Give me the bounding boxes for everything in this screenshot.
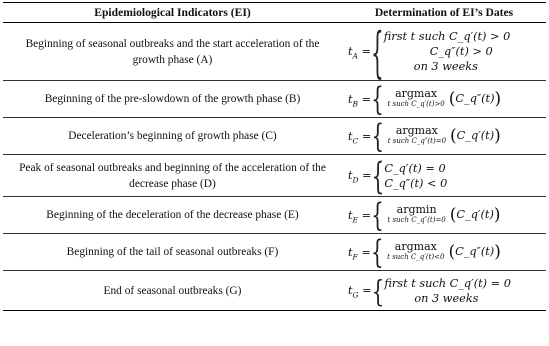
formula-line: first t such C_q′(t) = 0 — [384, 276, 511, 290]
formula-line: C_q″(t) > 0 — [429, 45, 493, 58]
formula-line: C_q′(t) = 0 — [384, 161, 446, 175]
operator-argument: C_q′(t) — [456, 208, 494, 221]
table-row — [3, 271, 546, 311]
indicator-cell: Deceleration’s beginning of growth phase (C) — [68, 130, 277, 142]
indicator-cell: End of seasonal outbreaks (G) — [103, 284, 242, 297]
formula-line: on 3 weeks — [414, 291, 479, 305]
formula-cell — [342, 81, 546, 118]
operator-argument: C_q″(t) — [455, 92, 495, 105]
formula-f: $t_F$ ={ argmax t such C_q′(t)<0 (C_q″(t)) — [348, 232, 501, 272]
formula-e: $t_E$ ={ argmin t such C_q″(t)=0 (C_q′(t)) — [348, 195, 501, 235]
formula-cell — [342, 197, 546, 234]
formula-g: $t_G$ ={ first t such C_q′(t) = 0 on 3 weeks — [348, 272, 511, 309]
formula-c: $t_C$ ={ argmax t such C_q″(t)=0 (C_q′(t)) — [348, 116, 501, 156]
formula-b: $t_B$ ={ argmax t such C_q′(t)>0 (C_q″(t)) — [348, 79, 502, 119]
operator-condition: t such C_q″(t)=0 — [387, 216, 446, 224]
formula-cell — [342, 271, 546, 311]
operator-condition: t such C_q″(t)=0 — [387, 137, 447, 145]
formula-line: on 3 weeks — [413, 60, 478, 73]
header-indicators: Epidemiological Indicators (EI) — [3, 3, 342, 23]
formula-cell — [342, 234, 546, 271]
operator-condition: t such C_q′(t)<0 — [387, 253, 445, 261]
operator: argmax — [394, 240, 437, 253]
header-dates: Determination of EI’s Dates — [342, 3, 546, 23]
table-row — [3, 197, 546, 234]
indicator-cell: Beginning of the tail of seasonal outbreaks (F) — [66, 246, 279, 258]
operator-argument: C_q′(t) — [456, 129, 495, 142]
formula-line: first t such C_q′(t) > 0 — [383, 30, 511, 43]
formula-cell — [342, 155, 546, 197]
operator-argument: C_q″(t) — [455, 245, 495, 258]
indicator-cell: Beginning of seasonal outbreaks and the start acceleration of the growth phase (A) — [25, 37, 320, 66]
table-row — [3, 155, 546, 197]
operator-condition: t such C_q′(t)>0 — [387, 100, 445, 108]
formula-cell — [342, 19, 546, 84]
indicator-cell: Beginning of the pre-slowdown of the growth phase (B) — [44, 93, 301, 105]
ei-table — [3, 2, 546, 311]
operator: argmin — [396, 203, 437, 216]
formula-line: C_q″(t) < 0 — [384, 176, 448, 190]
table-row — [3, 234, 546, 271]
formula-a: $t_A$ ={ first t such C_q′(t) > 0 C_q″(t) > 0 on 3 weeks — [348, 19, 511, 84]
formula-cell — [342, 118, 546, 155]
indicator-cell: Peak of seasonal outbreaks and beginning of the acceleration of the decrease phase (D) — [19, 161, 326, 190]
operator: argmax — [395, 124, 438, 137]
table-row — [3, 118, 546, 155]
indicator-cell: Beginning of the deceleration of the decrease phase (E) — [46, 209, 299, 221]
formula-d: $t_D$ ={ C_q′(t) = 0 C_q″(t) < 0 — [348, 153, 448, 198]
operator: argmax — [395, 87, 438, 100]
table-row — [3, 81, 546, 118]
table-header-row — [3, 3, 546, 23]
table-row — [3, 23, 546, 81]
